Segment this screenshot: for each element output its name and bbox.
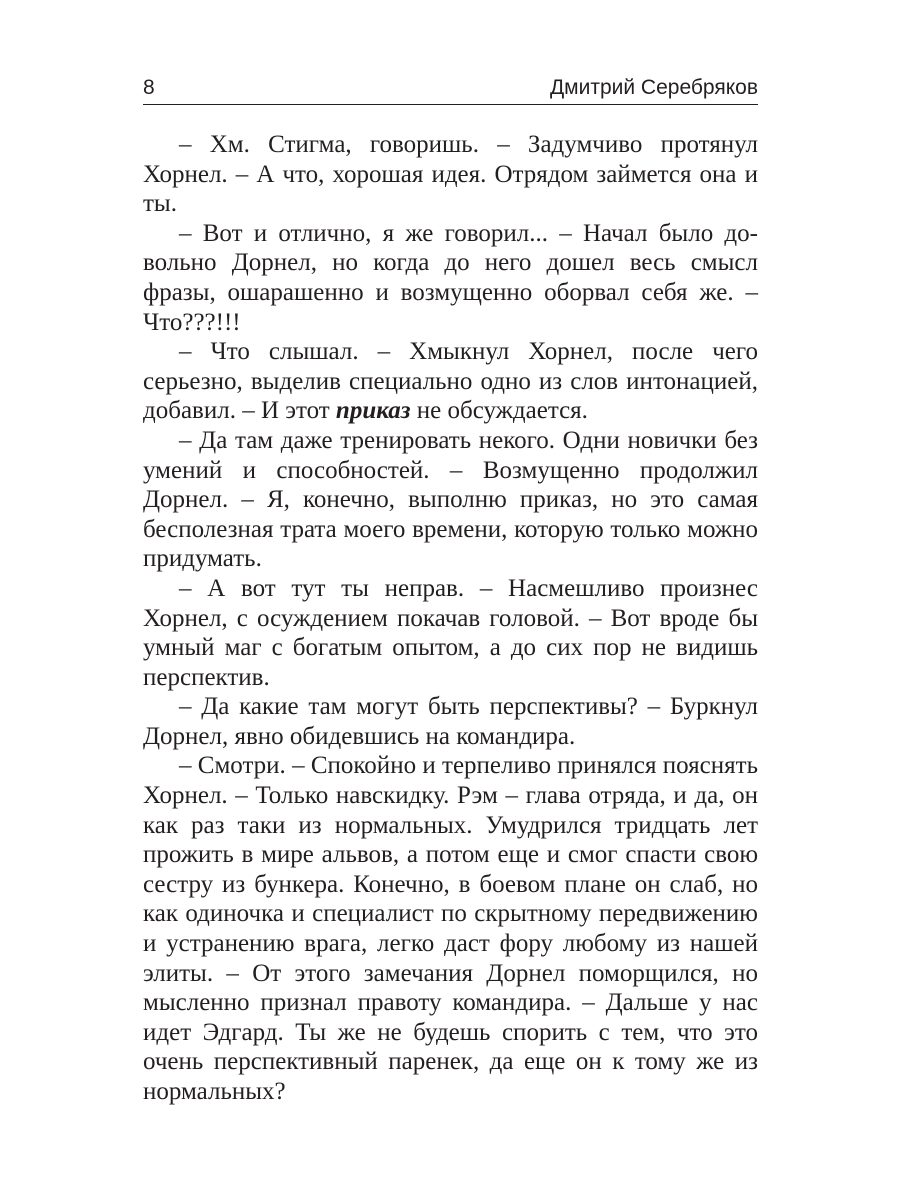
paragraph-3-text-before: – Что слышал. – Хмыкнул Хорнел, после чего серьезно, выделив специально одно из слов интонацией, добавил. – И этот — [143, 338, 758, 425]
emphasized-word: приказ — [335, 397, 411, 425]
paragraph-6: – Да какие там могут быть перспективы? – Буркнул Дорнел, явно обидевшись на командира. — [143, 693, 758, 750]
paragraph-7: – Смотри. – Спокойно и терпеливо принялся пояснять Хорнел. – Только навскидку. Рэм – глава отряда, и да, он как раз таки из нормальных. Умудрился тридцать лет прожить в мире альвов, а потом еще и смог спасти свою сестру из бункера. Конечно, в боевом плане он слаб, но как одиночка и специалист по скрытному передвижению и устранению врага, легко даст фору любому из нашей элиты. – От этого замечания Дорнел поморщился, но мысленно признал правоту командира. – Дальше у нас идет Эдгард. Ты же не будешь спорить с тем, что это очень перспективный паренек, да еще он к тому же из нормальных? — [143, 752, 758, 1105]
paragraph-4: – Да там даже тренировать некого. Одни новички без умений и способностей. – Возмущенно продолжил Дорнел. – Я, конечно, выполню приказ, но это самая бесполезная трата моего времени, которую только можно придумать. — [143, 426, 758, 573]
paragraph-5: – А вот тут ты неправ. – Насмешливо произнес Хорнел, с осуждением покачав головой. – Вот вроде бы умный маг с богатым опытом, а до сих пор не видишь перспектив. — [143, 574, 758, 691]
running-header — [143, 74, 758, 105]
body-text — [143, 130, 758, 1107]
author-name: Дмитрий Серебряков — [549, 76, 758, 99]
paragraph-2: – Вот и отлично, я же говорил... – Начал было довольно Дорнел, но когда до него дошел весь смысл фразы, ошарашенно и возмущенно оборвал себя же. – Что???!!! — [143, 219, 758, 336]
paragraph-1: – Хм. Стигма, говоришь. – Задумчиво протянул Хорнел. – А что, хорошая идея. Отрядом займется она и ты. — [143, 131, 758, 218]
paragraph-3-text-after: не обсуждается. — [410, 397, 588, 425]
paragraph-3 — [143, 337, 758, 426]
page-number: 8 — [143, 76, 155, 99]
